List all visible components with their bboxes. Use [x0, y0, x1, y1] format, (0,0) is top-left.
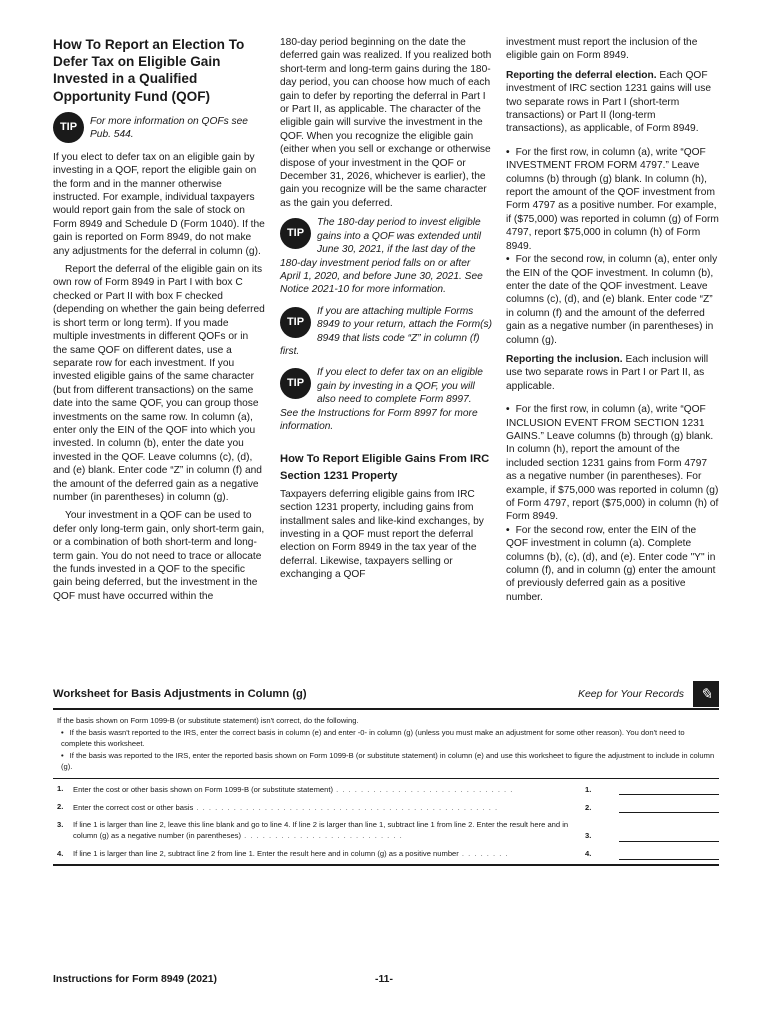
tip-icon: TIP: [53, 112, 84, 143]
section-heading-qof-election: How To Report an Election To Defer Tax on Eligible Gain Invested in a Qualified Opportunity Fund (QOF): [53, 37, 245, 104]
bullet-item: • For the second row, enter the EIN of the QOF investment in column (a). Complete columns (b), (c), (d), and (e). Enter code "Y" in column (f), and in column (g) enter the amount of previously deferred gain as a positive number.: [506, 524, 719, 604]
reporting-deferral-paragraph: [506, 69, 719, 136]
page-number: -11-: [375, 974, 393, 985]
section-heading-1231: How To Report Eligible Gains From IRC Section 1231 Property: [280, 453, 490, 482]
paragraph-text: Each QOF investment of IRC section 1231 gains will use two separate rows in Part I (short-term transactions) or Part II (long-term transactions), as applicable, of Form 8949.: [506, 69, 711, 135]
line-ref: 2.: [585, 802, 592, 812]
line-label: If line 1 is larger than line 2, leave this line blank and go to line 4. If line 2 is larger than line 1, subtract line 1 from line 2. Enter the result here and in column (g) as a negative number (in parentheses): [73, 819, 569, 841]
line-number: 2.: [57, 801, 64, 811]
tip-text: If you elect to defer tax on an eligible gain by investing in a QOF, you will also need to complete Form 8997. See the Instructions for Form 8997 for more information.: [280, 367, 483, 432]
footer-form-title: Instructions for Form 8949 (2021): [53, 974, 217, 985]
leader-dots: . . . . . . . . . . . . . . . . . . . . . . . . . . . . .: [333, 784, 514, 794]
paragraph: If you elect to defer tax on an eligible gain by investing in a QOF, report the eligible gain on the form and in the manner otherwise instructed. For example, individual taxpayers would report gain from the sale of stock on Form 8949 and Schedule D (Form 1040). If the gain is reported on Form 8949, do not make any adjustments for the deferral in column (g).: [53, 151, 265, 257]
column-1: [53, 36, 265, 603]
paragraph: Your investment in a QOF can be used to defer only long-term gain, only short-term gain, or a combination of both short-term and long-term gain. You do not need to trace or allocate the funds invested in a QOF to the specific gain being deferred, but the investment in the QOF must have occurred within the: [53, 510, 265, 602]
column-3: [506, 36, 719, 604]
line-label: Enter the correct cost or other basis: [73, 802, 194, 812]
run-in-heading: Reporting the deferral election.: [506, 69, 657, 81]
keep-label: Keep for Your Records: [577, 688, 684, 700]
intro-bullet: • If the basis wasn't reported to the IRS, enter the correct basis in column (e) and enter -0- in column (g) (unless you must make an adjustment for some other reason). You don't need to complete this worksheet.: [57, 727, 715, 750]
worksheet-line-2: [53, 801, 719, 813]
line-2-entry[interactable]: [619, 801, 719, 813]
line-number: 4.: [57, 848, 64, 858]
tip-qof-info: [53, 112, 265, 143]
worksheet-intro: [53, 710, 719, 779]
worksheet-box: [53, 708, 719, 866]
column-2: [280, 36, 492, 582]
line-text: [73, 784, 585, 795]
keep-for-records: [578, 681, 719, 707]
leader-dots: . . . . . . . .: [458, 849, 509, 859]
paragraph: Taxpayers deferring eligible gains from IRC section 1231 property, including gains from installment sales and like-kind exchanges, by investing in a QOF must report the deferral election on Form 8949 in the tax year of the deferral. Likewise, taxpayers selling or exchanging a QOF: [280, 488, 484, 581]
bullet-item: • For the second row, in column (a), enter only the EIN of the QOF investment. In column (b), enter the date of the QOF investment. Leave columns (c), (d), and (e) blank. Enter code “Z” in column (f) and the amount of the deferred gain as a negative number (in parentheses) in column (g).: [506, 253, 719, 347]
paragraph: Report the deferral of the eligible gain on its own row of Form 8949 in Part I with box C checked or Part II with box F checked (depending on whether the gain being deferred is short term or long term). If you made multiple investments in different QOFs or in the same QOF on different dates, use a separate row for each investment. If you invested eligible gains of the same character (but from different transactions) on the same date into the same QOF, you can group those investments on the same row. In column (a), enter only the EIN of the QOF into which you invested. In column (b), enter the date you invested in the QOF. Leave columns (c), (d), and (e) blank. Enter code “Z” in column (f) and the amount of the deferred gain as a negative number (in parentheses) in column (g).: [53, 264, 265, 503]
intro-bullet: • If the basis was reported to the IRS, enter the reported basis shown on Form 1099-B (or substitute statement) in column (e) and use this worksheet to figure the adjustment to include in column (g).: [57, 750, 715, 773]
worksheet-lines: [53, 779, 719, 864]
paragraph-text: Each inclusion will use two separate rows in Part I or Part II, as applicable.: [506, 353, 709, 392]
line-text: [73, 819, 585, 842]
leader-dots: . . . . . . . . . . . . . . . . . . . . . . . . . .: [241, 831, 403, 841]
tip-180-day-extension: [280, 216, 492, 296]
bullet-item: • For the first row, in column (a), write “QOF INCLUSION EVENT FROM SECTION 1231 GAINS.” Leave columns (b) through (g) blank. In column (h), report the amount of the included section 1231 gains from Form 4797 as a negative number (in parentheses). For example, if $75,000 was reported in column (g) of Form 4797, report ($75,000) in column (h) of Form 8949.: [506, 403, 719, 524]
paragraph: investment must report the inclusion of the eligible gain on Form 8949.: [506, 37, 698, 62]
paragraph: 180-day period beginning on the date the deferred gain was realized. If you realized both short-term and long-term gains during the 180-day period, you can choose how much of each gain to defer by reporting the deferral in Part I or Part II, as applicable. The character of the eligible gain will survive the investment in the QOF. When you recognize the eligible gain (either when you sell or exchange or otherwise dispose of your investment in the QOF or December 31, 2026, whichever is earlier), the gain you recognize will be the same character as the gain you deferred.: [280, 37, 492, 209]
tip-attach-forms: [280, 305, 492, 359]
line-label: If line 1 is larger than line 2, subtract line 2 from line 1. Enter the result here and in column (g) as a positive number: [73, 849, 459, 859]
run-in-heading: Reporting the inclusion.: [506, 353, 623, 365]
basis-adjustment-worksheet: [53, 684, 719, 866]
line-text: [73, 848, 585, 859]
intro-text: If the basis shown on Form 1099-B (or substitute statement) isn't correct, do the following.: [57, 716, 359, 725]
line-number: 1.: [57, 783, 64, 793]
reporting-inclusion-paragraph: [506, 353, 719, 393]
tip-text: For more information on QOFs see Pub. 544.: [90, 115, 248, 141]
tip-form-8997: [280, 366, 492, 433]
pen-icon: ✎: [693, 681, 719, 707]
tip-icon: TIP: [280, 218, 311, 249]
worksheet-title: Worksheet for Basis Adjustments in Column (g): [53, 688, 307, 700]
line-label: Enter the cost or other basis shown on Form 1099-B (or substitute statement): [73, 784, 333, 794]
tip-text: If you are attaching multiple Forms 8949 to your return, attach the Form(s) 8949 that lists code “Z” in column (f) first.: [280, 305, 492, 357]
line-3-entry[interactable]: [619, 830, 719, 842]
line-4-entry[interactable]: [619, 848, 719, 860]
worksheet-line-3: [53, 819, 719, 842]
bullet-item: • For the first row, in column (a), write “QOF INVESTMENT FROM FORM 4797.” Leave columns (b) through (g) blank. In column (h), report the amount of the QOF investment from Form 4797 as a positive number. For example, if ($75,000) was reported in column (g) of Form 4797, report $75,000 in column (h) of Form 8949.: [506, 146, 719, 253]
line-ref: 3.: [585, 831, 592, 841]
tip-text: The 180-day period to invest eligible gains into a QOF was extended until June 30, 2021, if the last day of the 180-day investment period falls on or after April 1, 2020, and before June 30, 2021. See Notice 2021-10 for more information.: [280, 217, 483, 296]
leader-dots: . . . . . . . . . . . . . . . . . . . . . . . . . . . . . . . . . . . . . . . . . . . . . . . . .: [193, 802, 499, 812]
line-ref: 4.: [585, 849, 592, 859]
tip-icon: TIP: [280, 307, 311, 338]
line-1-entry[interactable]: [619, 783, 719, 795]
line-ref: 1.: [585, 784, 592, 794]
line-number: 3.: [57, 819, 64, 829]
tip-icon: TIP: [280, 368, 311, 399]
worksheet-line-1: [53, 783, 719, 795]
worksheet-header: [53, 684, 719, 704]
line-text: [73, 802, 585, 813]
worksheet-line-4: [53, 848, 719, 860]
